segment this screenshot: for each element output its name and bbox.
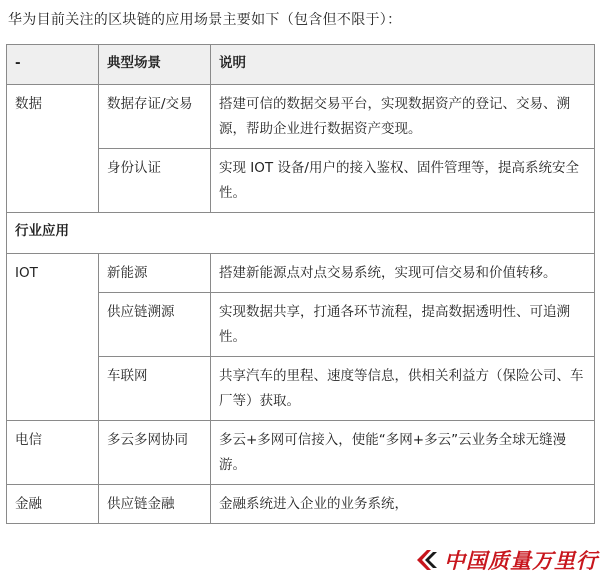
desc-cell: 共享汽车的里程、速度等信息，供相关利益方（保险公司、车厂等）获取。 [211, 357, 595, 421]
category-cell: 电信 [7, 421, 99, 485]
category-cell [7, 357, 99, 421]
section-title: 行业应用 [7, 213, 595, 254]
desc-cell: 多云+多网可信接入，使能“多网+多云”云业务全球无缝漫游。 [211, 421, 595, 485]
scene-cell: 身份认证 [99, 149, 211, 213]
scene-cell: 供应链溯源 [99, 293, 211, 357]
category-cell: 数据 [7, 85, 99, 149]
intro-text: 华为目前关注的区块链的应用场景主要如下（包含但不限于）： [8, 12, 402, 28]
header-cell: 典型场景 [99, 45, 211, 85]
scene-cell: 车联网 [99, 357, 211, 421]
table-row [7, 149, 595, 213]
desc-cell: 搭建可信的数据交易平台，实现数据资产的登记、交易、溯源，帮助企业进行数据资产变现。 [211, 85, 595, 149]
chevron-logo-icon [414, 547, 440, 573]
desc-cell: 搭建新能源点对点交易系统，实现可信交易和价值转移。 [211, 254, 595, 293]
table-row [7, 254, 595, 293]
scene-cell: 新能源 [99, 254, 211, 293]
category-cell: 金融 [7, 485, 99, 524]
header-cell: 说明 [211, 45, 595, 85]
table-row [7, 357, 595, 421]
scenario-table [6, 44, 595, 524]
table-header-row [7, 45, 595, 85]
desc-cell: 金融系统进入企业的业务系统， [211, 485, 595, 524]
table-row [7, 85, 595, 149]
category-cell [7, 149, 99, 213]
desc-cell: 实现 IOT 设备/用户的接入鉴权、固件管理等，提高系统安全性。 [211, 149, 595, 213]
scene-cell: 数据存证/交易 [99, 85, 211, 149]
scene-cell: 供应链金融 [99, 485, 211, 524]
table-row [7, 293, 595, 357]
watermark [414, 545, 598, 575]
desc-cell: 实现数据共享，打通各环节流程，提高数据透明性、可追溯性。 [211, 293, 595, 357]
category-cell [7, 293, 99, 357]
table-row [7, 421, 595, 485]
header-cell: - [7, 45, 99, 85]
scene-cell: 多云多网协同 [99, 421, 211, 485]
watermark-text: 中国质量万里行 [444, 548, 598, 573]
section-row [7, 213, 595, 254]
table-row [7, 485, 595, 524]
category-cell: IOT [7, 254, 99, 293]
